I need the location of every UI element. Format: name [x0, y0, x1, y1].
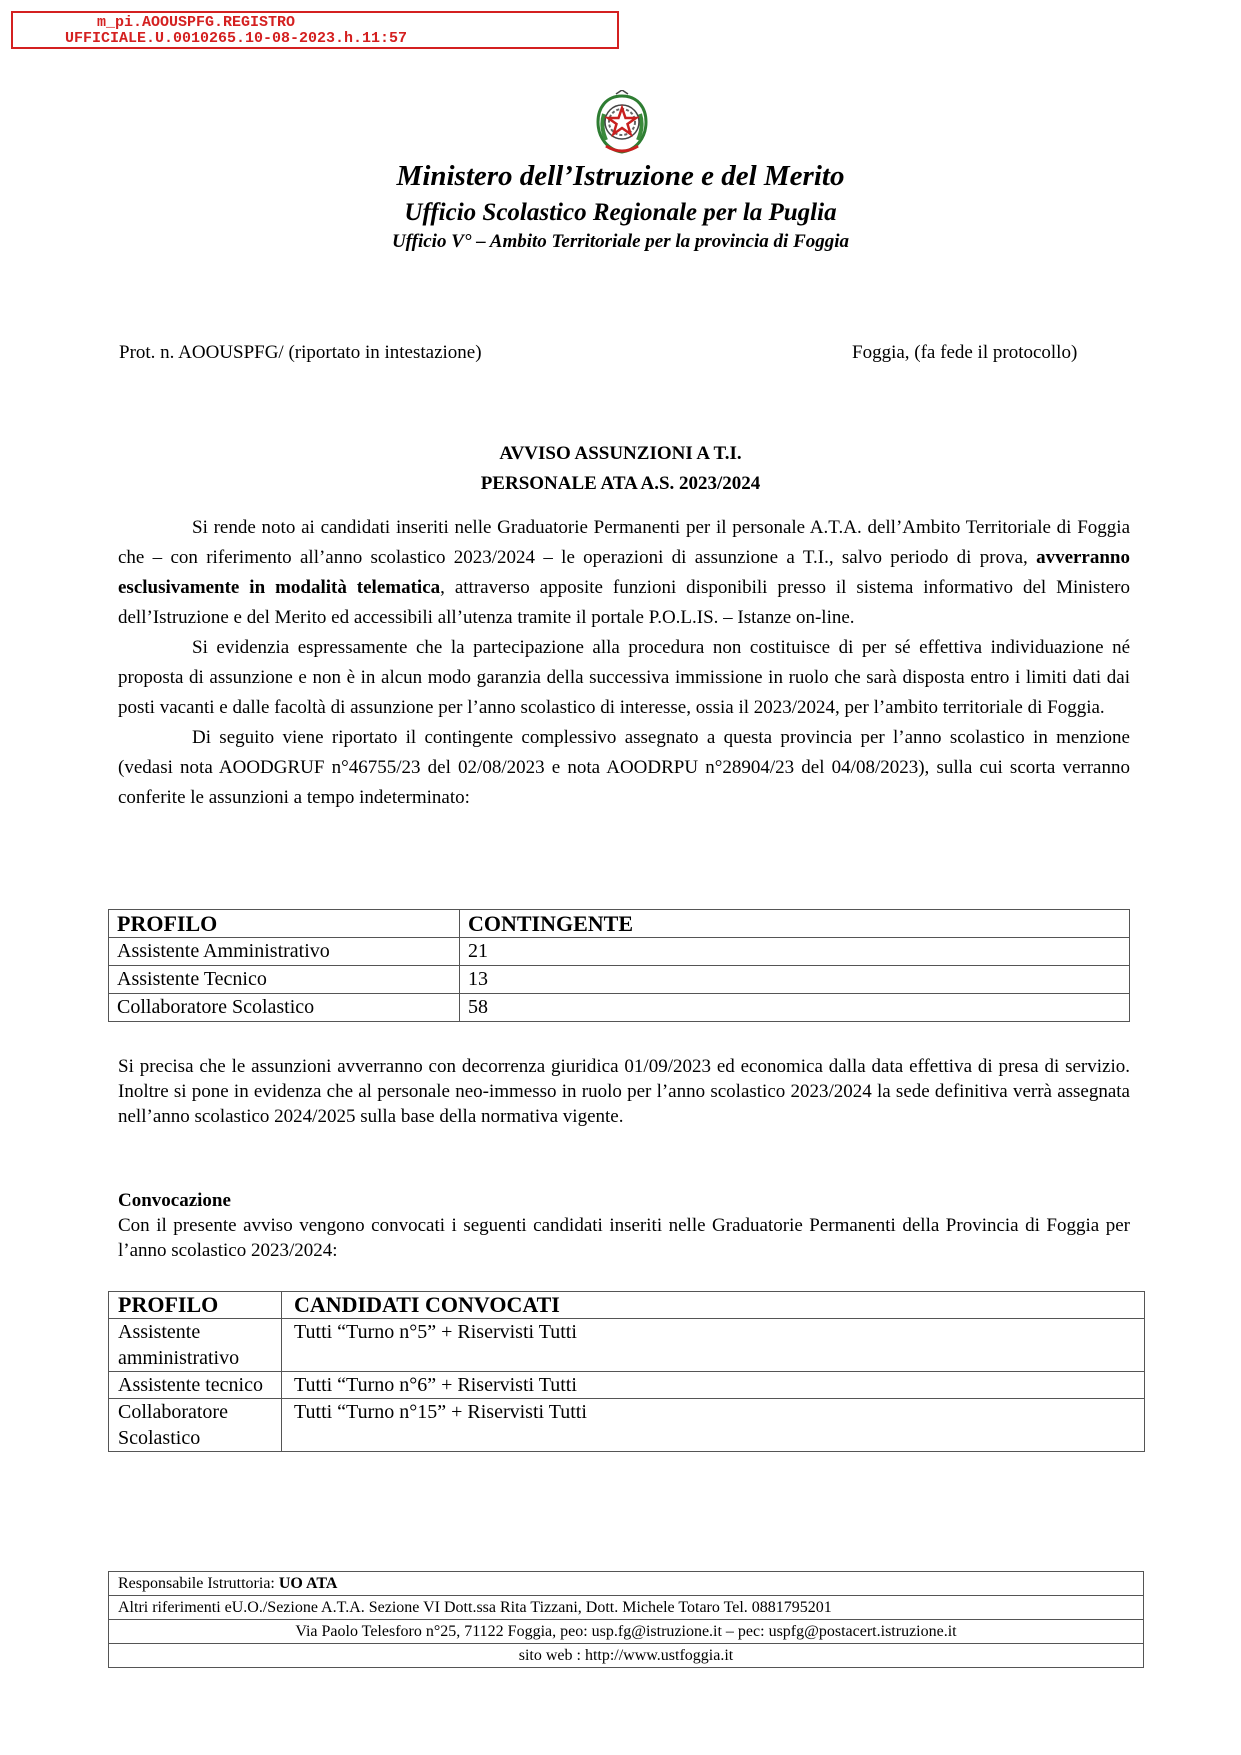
table-cell: Assistente amministrativo [109, 1319, 282, 1372]
table-cell: 13 [460, 966, 1130, 994]
table-row [109, 994, 1130, 1022]
footer-row [109, 1620, 1144, 1644]
footer-references: Altri riferimenti eU.O./Sezione A.T.A. Sezione VI Dott.ssa Rita Tizzani, Dott. Michele Totaro Tel. 0881795201 [109, 1596, 1144, 1620]
table-header-cell: PROFILO [109, 1292, 282, 1319]
table-row [109, 1319, 1145, 1372]
document-title: AVVISO ASSUNZIONI A T.I. [499, 443, 742, 464]
convocation-text: Con il presente avviso vengono convocati i seguenti candidati inseriti nelle Graduatorie Permanenti della Provincia di Foggia per l’anno scolastico 2023/2024: [118, 1215, 1130, 1261]
convocation-table [108, 1291, 1145, 1452]
ministry-name: Ministero dell’Istruzione e del Merito [396, 160, 845, 192]
table-cell: Assistente Tecnico [109, 966, 460, 994]
paragraph-1-start: Si rende noto ai candidati inseriti nelle Graduatorie Permanenti per il personale A.T.A. dell’Ambito Territoriale di Foggia che – con riferimento all’anno scolastico 2023/2024 – le operazioni di assunzione a T.I., salvo periodo di prova, [118, 517, 1130, 568]
paragraph-1 [118, 513, 1130, 633]
footer-responsible [109, 1572, 1144, 1596]
footer-row [109, 1596, 1144, 1620]
table-row [109, 938, 1130, 966]
table-header-cell: CONTINGENTE [460, 910, 1130, 938]
table-cell: Assistente tecnico [109, 1372, 282, 1399]
footer-responsible-value: UO ATA [278, 1575, 338, 1592]
table-header-row [109, 1292, 1145, 1319]
footer-row [109, 1644, 1144, 1668]
table-cell: 58 [460, 994, 1130, 1022]
table-header-cell: PROFILO [109, 910, 460, 938]
table-row [109, 1372, 1145, 1399]
table-cell: Collaboratore Scolastico [109, 1399, 282, 1452]
table-cell: Tutti “Turno n°6” + Riservisti Tutti [282, 1372, 1145, 1399]
footer-responsible-label: Responsabile Istruttoria: [118, 1575, 279, 1592]
stamp-line-2: UFFICIALE.U.0010265.10-08-2023.h.11:57 [64, 30, 408, 47]
regional-office-name: Ufficio Scolastico Regionale per la Puglia [404, 199, 837, 226]
place-date: Foggia, (fa fede il protocollo) [852, 342, 1078, 363]
table-cell: Assistente Amministrativo [109, 938, 460, 966]
table-row [109, 966, 1130, 994]
table-cell: Tutti “Turno n°5” + Riservisti Tutti [282, 1319, 1145, 1372]
footer-website: sito web : http://www.ustfoggia.it [109, 1644, 1144, 1668]
table-header-cell: CANDIDATI CONVOCATI [282, 1292, 1145, 1319]
footer-box [108, 1571, 1144, 1668]
paragraph-4 [118, 1054, 1130, 1129]
paragraph-1-end: , attraverso apposite funzioni disponibili presso il sistema informativo del Ministero dell’Istruzione e del Merito ed accessibili all’utenza tramite il portale P.O.L.IS. – Istanze on-line. [118, 577, 1130, 628]
protocol-number: Prot. n. AOOUSPFG/ (riportato in intestazione) [119, 342, 482, 363]
paragraph-4-text: Si precisa che le assunzioni avverranno con decorrenza giuridica 01/09/2023 ed economica dalla data effettiva di presa di servizio. Inoltre si pone in evidenza che al personale neo-immesso in ruolo per l’anno scolastico 2023/2024 la sede definitiva verrà assegnata nell’anno scolastico 2024/2025 sulla base della normativa vigente. [118, 1056, 1130, 1127]
document-subtitle: PERSONALE ATA A.S. 2023/2024 [480, 473, 761, 494]
table-header-row [109, 910, 1130, 938]
paragraph-3: Di seguito viene riportato il contingente complessivo assegnato a questa provincia per l’anno scolastico in menzione (vedasi nota AOODGRUF n°46755/23 del 02/08/2023 e nota AOODRPU n°28904/23 del 04/08/2023), sulla cui scorta verranno conferite le assunzioni a tempo indeterminato: [118, 727, 1130, 808]
italian-republic-emblem-icon [592, 90, 652, 158]
local-office-name: Ufficio V° – Ambito Territoriale per la provincia di Foggia [391, 231, 850, 252]
body-text [118, 513, 1130, 813]
table-cell: 21 [460, 938, 1130, 966]
paragraph-1-bold: avverranno esclusivamente in modalità telematica [118, 547, 1130, 598]
paragraph-2: Si evidenzia espressamente che la partecipazione alla procedura non costituisce di per sé effettiva individuazione né proposta di assunzione e non è in alcun modo garanzia della successiva immissione in ruolo che sarà disposta entro i limiti dati dai posti vacanti e dalle facoltà di assunzione per l’anno scolastico di interesse, ossia il 2023/2024, per l’ambito territoriale di Foggia. [118, 637, 1130, 718]
footer-row [109, 1572, 1144, 1596]
table-cell: Tutti “Turno n°15” + Riservisti Tutti [282, 1399, 1145, 1452]
table-cell: Collaboratore Scolastico [109, 994, 460, 1022]
convocation-heading: Convocazione [118, 1190, 231, 1211]
footer-address: Via Paolo Telesforo n°25, 71122 Foggia, peo: usp.fg@istruzione.it – pec: uspfg@postacert.istruzione.it [109, 1620, 1144, 1644]
table-row [109, 1399, 1145, 1452]
stamp-line-1: m_pi.AOOUSPFG.REGISTRO [96, 14, 296, 31]
convocation-section [118, 1188, 1130, 1263]
protocol-stamp [11, 11, 619, 49]
contingent-table [108, 909, 1130, 1022]
